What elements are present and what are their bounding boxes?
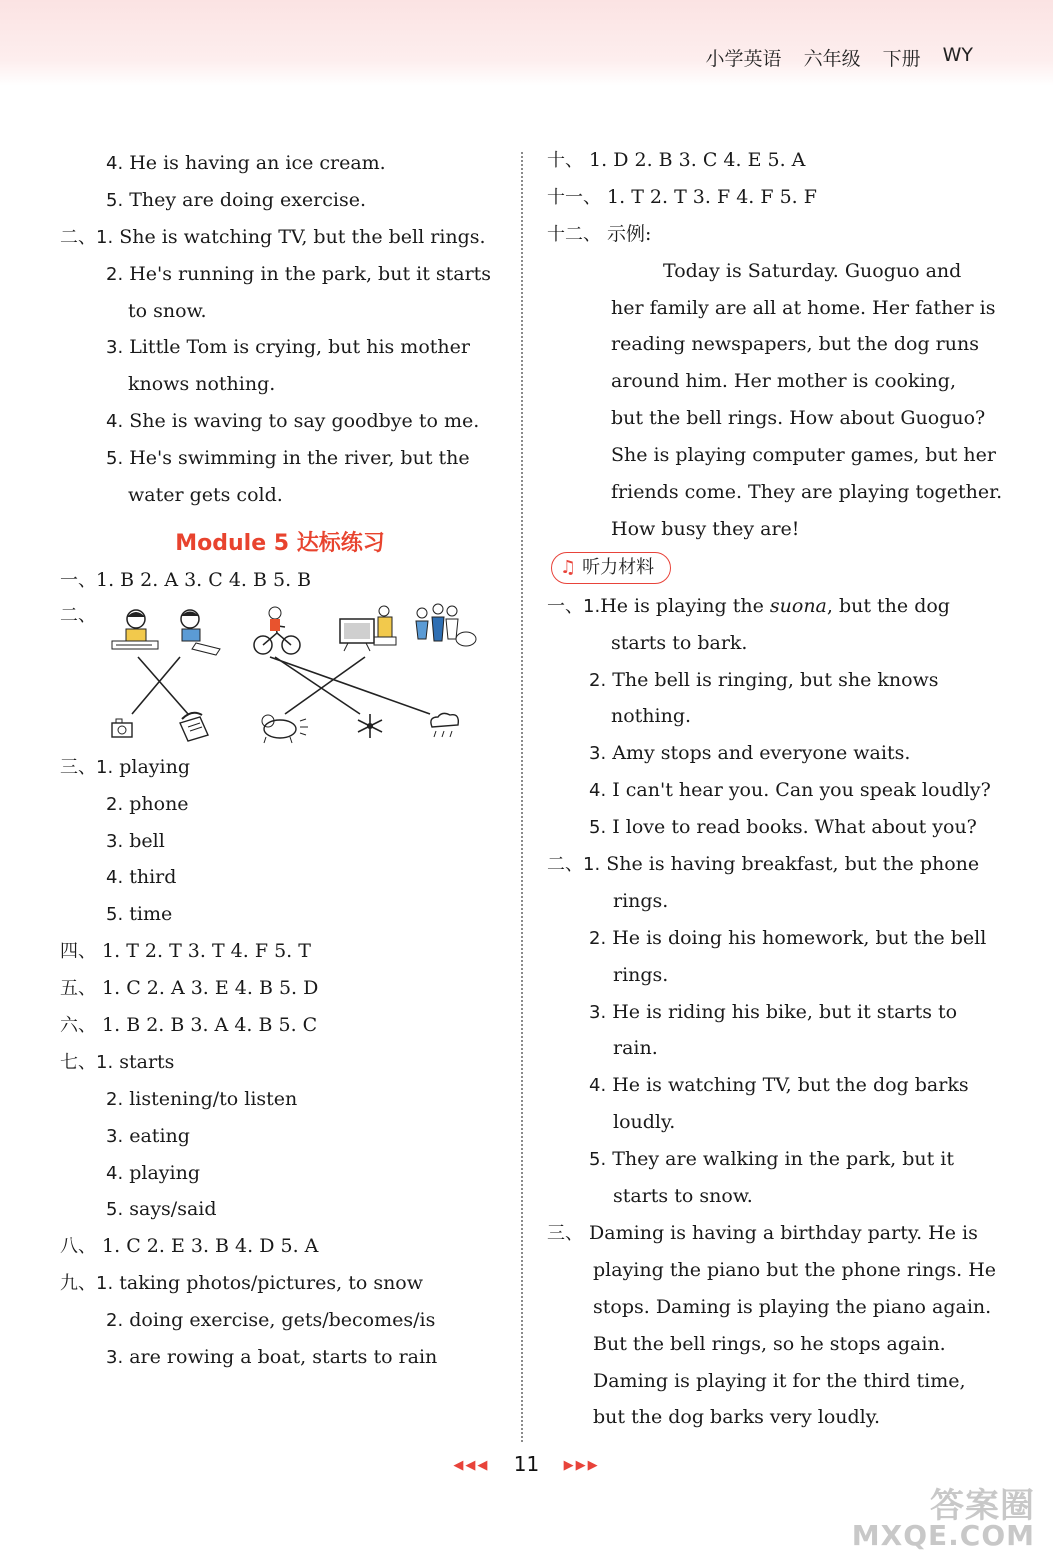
- item-number: 2.: [106, 1088, 124, 1110]
- watermark-logo: [852, 1478, 1035, 1552]
- answer-line: [547, 253, 987, 290]
- answer-line: [547, 1030, 987, 1067]
- item-number: 4.: [106, 153, 124, 174]
- answer-line: [60, 1339, 500, 1376]
- item-number: 5.: [106, 1199, 124, 1221]
- answer-line: [60, 329, 500, 366]
- item-number: 2.: [106, 263, 124, 285]
- item-number: 三、1.: [60, 756, 114, 778]
- dog-barking-icon: [262, 715, 308, 743]
- answer-line: [547, 511, 987, 548]
- left-answers-top: [60, 145, 500, 514]
- answer-line: [60, 1081, 500, 1118]
- girl-reading-icon: [112, 610, 158, 649]
- answer-text: rain.: [613, 1037, 658, 1060]
- answer-text: loudly.: [613, 1111, 676, 1134]
- item-number: 3.: [589, 1001, 607, 1023]
- match-line: [138, 657, 188, 714]
- answer-text: rings.: [613, 889, 669, 912]
- answer-line: [547, 846, 987, 883]
- answer-text: but the bell rings. How about Guoguo?: [611, 407, 986, 430]
- answer-line: [547, 1326, 987, 1363]
- page-number: 11: [513, 1452, 540, 1476]
- answer-text: playing the piano but the phone rings. He: [593, 1258, 997, 1281]
- page-footer: [0, 1452, 1053, 1476]
- section-number: 二、: [60, 604, 96, 626]
- answer-line: [547, 216, 987, 253]
- item-number: 九、1.: [60, 1273, 114, 1295]
- answer-text: 1. C 2. A 3. E 4. B 5. D: [102, 977, 319, 1000]
- item-number: 2.: [589, 669, 607, 691]
- answer-text: Little Tom is crying, but his mother: [129, 336, 470, 359]
- header-term: 下册: [882, 48, 921, 70]
- book-header: [706, 44, 973, 71]
- answer-line: [60, 970, 500, 1007]
- answer-text: but the dog barks very loudly.: [593, 1406, 880, 1429]
- answer-line: [547, 772, 991, 809]
- answer-text: starts to snow.: [613, 1185, 753, 1208]
- match-line: [132, 657, 180, 714]
- answer-text-part: He is playing the: [600, 594, 770, 617]
- boy-cycling-icon: [254, 607, 300, 654]
- answer-text: bell: [129, 829, 165, 852]
- item-number: 二、1.: [547, 854, 601, 876]
- answer-text: playing: [119, 755, 191, 778]
- item-number: 五、: [60, 978, 96, 1000]
- answer-text: taking photos/pictures, to snow: [119, 1272, 424, 1295]
- answer-line: [547, 994, 987, 1031]
- answer-line: [547, 363, 987, 400]
- listening-label: 听力材料: [582, 556, 655, 578]
- answer-line: [547, 1067, 987, 1104]
- item-number: 八、: [60, 1236, 96, 1258]
- answer-text: He is having an ice cream.: [129, 152, 386, 174]
- answer-text: third: [129, 866, 177, 889]
- rain-cloud-icon: [431, 713, 458, 737]
- italic-word: suona: [769, 594, 827, 617]
- matching-diagram: [60, 599, 500, 749]
- answer-text: listening/to listen: [129, 1087, 298, 1110]
- item-number: 2.: [106, 1310, 124, 1332]
- next-arrows-icon: ▶▶▶: [563, 1458, 600, 1473]
- item-number: 十二、: [547, 223, 601, 245]
- module-title: Module 5 达标练习: [175, 530, 385, 556]
- answer-line: [60, 403, 500, 440]
- snowflake-icon: [358, 714, 382, 738]
- answer-line: [547, 1399, 987, 1436]
- telephone-icon: [180, 713, 208, 741]
- right-column: [547, 142, 1003, 1436]
- answer-text: I can't hear you. Can you speak loudly?: [612, 779, 991, 802]
- answer-line: [547, 625, 987, 662]
- item-number: 5.: [106, 189, 124, 211]
- item-number: 十、: [547, 150, 583, 171]
- header-subject: 小学英语: [705, 48, 782, 70]
- answer-line: [547, 883, 987, 920]
- item-number: 二、1.: [60, 226, 114, 248]
- answer-text: to snow.: [128, 299, 207, 322]
- answer-text: eating: [129, 1124, 190, 1147]
- answer-line: [547, 1252, 997, 1289]
- right-answers-top: [547, 142, 1003, 548]
- answer-line: [60, 1228, 500, 1265]
- answer-line: [547, 1104, 987, 1141]
- listening-material-badge: [551, 552, 671, 584]
- answer-text: phone: [129, 792, 189, 815]
- item-number: 4.: [106, 411, 124, 433]
- answer-line: [60, 896, 500, 933]
- answer-text: He is watching TV, but the dog barks: [612, 1074, 969, 1097]
- answer-line: [60, 1044, 500, 1081]
- answer-line: [60, 933, 500, 970]
- answer-text: He's swimming in the river, but the: [129, 447, 470, 470]
- item-number: 2.: [589, 927, 607, 949]
- answer-text: They are walking in the park, but it: [612, 1148, 955, 1171]
- answer-text: How busy they are!: [611, 517, 800, 540]
- left-answers-bottom: [60, 749, 500, 1376]
- item-number: 4.: [589, 780, 607, 802]
- answer-line: [60, 859, 500, 896]
- answer-line: [60, 366, 500, 403]
- answer-text: Today is Saturday. Guoguo and: [663, 259, 962, 282]
- answer-text: playing: [129, 1161, 201, 1184]
- answer-line: [60, 749, 500, 786]
- answer-line: [547, 400, 987, 437]
- answer-line: [60, 477, 500, 514]
- answer-line: [60, 562, 500, 599]
- answer-text: time: [129, 903, 173, 926]
- answer-text: 1. C 2. E 3. B 4. D 5. A: [102, 1235, 319, 1258]
- item-number: 4.: [589, 1075, 607, 1097]
- item-number: 四、: [60, 941, 96, 963]
- match-line: [275, 657, 360, 714]
- answer-line: [547, 1178, 987, 1215]
- answer-text: stops. Daming is playing the piano again.: [593, 1295, 992, 1318]
- answer-text: doing exercise, gets/becomes/is: [129, 1309, 436, 1332]
- item-number: 5.: [106, 904, 124, 926]
- answer-text: She is waving to say goodbye to me.: [129, 410, 480, 433]
- item-number: 5.: [589, 817, 607, 839]
- item-number: 3.: [106, 1125, 124, 1147]
- prev-arrows-icon: ◀◀◀: [453, 1458, 490, 1473]
- item-number: 3.: [106, 1347, 124, 1369]
- item-number: 3.: [589, 743, 607, 765]
- answer-line: [547, 957, 987, 994]
- answer-line: [547, 735, 987, 772]
- item-number: 4.: [106, 1162, 124, 1184]
- right-answers-bottom: [547, 625, 997, 1437]
- answer-text: They are doing exercise.: [129, 188, 367, 211]
- answer-line: [547, 588, 987, 625]
- answer-line: [60, 823, 500, 860]
- answer-text: 1. B 2. B 3. A 4. B 5. C: [102, 1014, 318, 1037]
- answer-text: knows nothing.: [128, 373, 276, 396]
- answer-line: [60, 182, 500, 219]
- watermark-text: 答案圈: [930, 1486, 1035, 1526]
- item-number: 3.: [106, 830, 124, 852]
- answer-text: Amy stops and everyone waits.: [612, 742, 911, 765]
- headphones-icon: ♫: [560, 556, 577, 578]
- boy-watching-tv-icon: [340, 606, 396, 651]
- answer-text: He's running in the park, but it starts: [129, 262, 492, 285]
- item-number: 三、: [547, 1222, 583, 1244]
- answer-text: 1. B 2. A 3. C 4. B 5. B: [96, 568, 312, 591]
- watermark-url: MXQE.COM: [851, 1519, 1035, 1552]
- item-number: 七、1.: [60, 1051, 114, 1073]
- answer-text: are rowing a boat, starts to rain: [129, 1346, 438, 1369]
- item-number: 十一、: [547, 186, 601, 208]
- answer-text: She is having breakfast, but the phone: [606, 853, 980, 876]
- answer-text: 1. T 2. T 3. T 4. F 5. T: [102, 940, 311, 963]
- header-grade: 六年级: [803, 48, 861, 70]
- answer-text: [600, 595, 950, 617]
- item-number: 2.: [106, 793, 124, 815]
- answer-line: [60, 1118, 500, 1155]
- answer-line: [547, 326, 987, 363]
- answer-line: [60, 1007, 500, 1044]
- section-number: 一、1.: [547, 595, 601, 617]
- answer-line: [60, 1302, 500, 1339]
- item-number: 5.: [589, 1149, 607, 1171]
- match-line: [270, 657, 430, 714]
- answer-text: She is playing computer games, but her: [611, 444, 996, 467]
- answer-text: She is watching TV, but the bell rings.: [119, 225, 486, 248]
- answer-line: [547, 698, 987, 735]
- answer-text-part: , but the dog: [826, 594, 950, 617]
- answer-line: [60, 293, 500, 330]
- answer-text: He is doing his homework, but the bell: [612, 926, 987, 949]
- answer-text: starts: [119, 1050, 175, 1073]
- boy-writing-icon: [181, 610, 220, 655]
- answer-line: [547, 1289, 992, 1326]
- answer-text: reading newspapers, but the dog runs: [611, 333, 979, 356]
- answer-line: [547, 920, 987, 957]
- item-number: 3.: [106, 337, 124, 359]
- answer-text: But the bell rings, so he stops again.: [593, 1332, 946, 1355]
- answer-text: Daming is playing it for the third time,: [593, 1369, 966, 1392]
- column-divider: [521, 152, 523, 1442]
- section-number: 一、: [60, 569, 96, 591]
- answer-text: friends come. They are playing together.: [611, 481, 1003, 504]
- answer-line: [547, 179, 987, 216]
- answer-text: starts to bark.: [611, 631, 748, 654]
- answer-text: The bell is ringing, but she knows: [612, 668, 939, 691]
- answer-line: [547, 809, 987, 846]
- answer-line: [547, 142, 987, 179]
- answer-text: 1. D 2. B 3. C 4. E 5. A: [589, 149, 806, 171]
- answer-line: [60, 440, 500, 477]
- answer-text: around him. Her mother is cooking,: [611, 370, 956, 393]
- answer-text: says/said: [129, 1198, 217, 1221]
- answer-text: 示例:: [607, 222, 652, 245]
- answer-text: I love to read books. What about you?: [612, 816, 977, 839]
- family-walking-icon: [416, 604, 476, 646]
- answer-text: water gets cold.: [128, 484, 283, 507]
- answer-line: [60, 786, 500, 823]
- answer-line: [547, 662, 987, 699]
- answer-line: [547, 1141, 987, 1178]
- answer-line: [60, 1155, 500, 1192]
- matching-exercise: [60, 599, 500, 749]
- answer-line: [547, 437, 996, 474]
- answer-text: rings.: [613, 963, 669, 986]
- header-band: [0, 0, 1053, 86]
- answer-line: [547, 474, 1003, 511]
- answer-line: [60, 256, 500, 293]
- answer-line: [547, 1215, 987, 1252]
- answer-line: [547, 290, 996, 327]
- camera-icon: [112, 719, 132, 737]
- answer-line: [547, 1363, 987, 1400]
- match-line: [285, 657, 365, 714]
- answer-text: nothing.: [611, 705, 692, 728]
- answer-line: [60, 145, 500, 182]
- item-number: 5.: [106, 448, 124, 470]
- answer-line: [60, 1191, 500, 1228]
- left-column: [60, 145, 500, 1376]
- answer-text: He is riding his bike, but it starts to: [612, 1000, 958, 1023]
- item-number: 六、: [60, 1015, 96, 1037]
- answer-text: Daming is having a birthday party. He is: [589, 1221, 978, 1244]
- item-number: 4.: [106, 867, 124, 889]
- answer-text: her family are all at home. Her father is: [611, 296, 996, 319]
- answer-text: 1. T 2. T 3. F 4. F 5. F: [607, 185, 817, 208]
- header-edition: WY: [942, 44, 973, 66]
- answer-line: [60, 1265, 500, 1302]
- answer-line: [60, 219, 500, 256]
